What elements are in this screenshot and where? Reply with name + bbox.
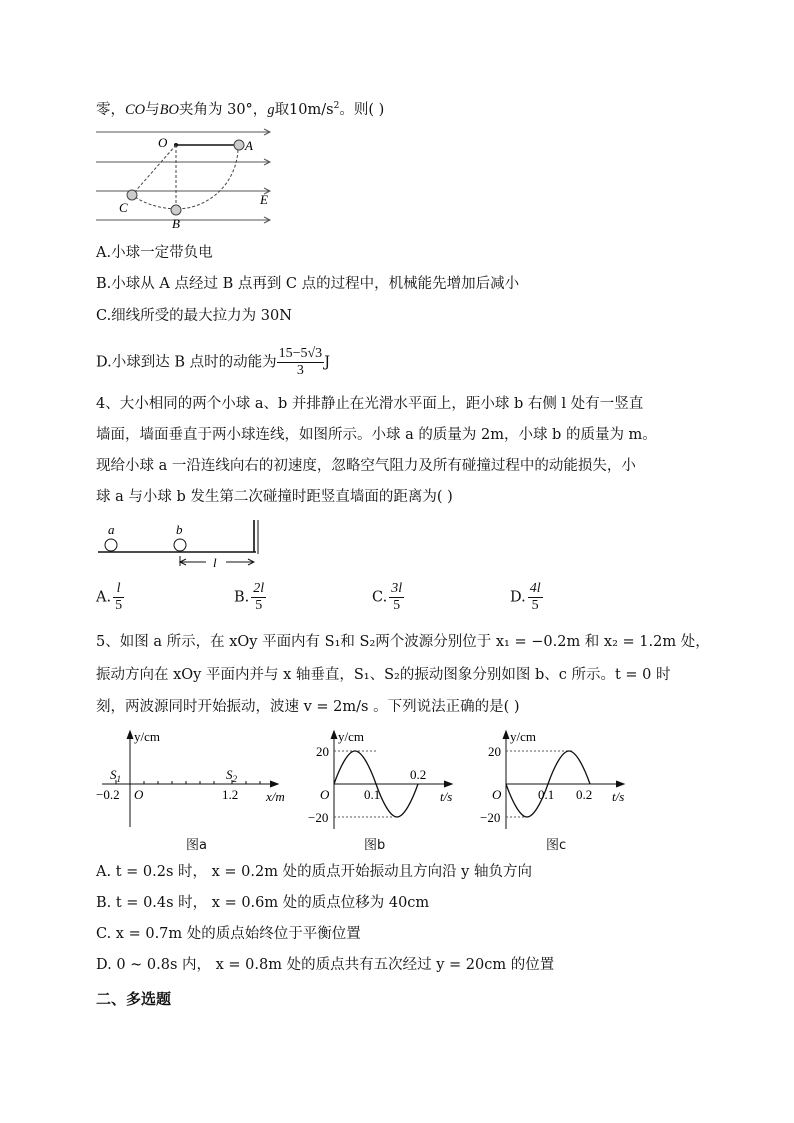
- label-ball-a: a: [108, 522, 115, 537]
- q4-option-a: [96, 581, 124, 614]
- q3-intro-line: [96, 96, 384, 120]
- fig-c-origin: O: [492, 787, 502, 802]
- q3-figure: [92, 128, 282, 232]
- q5-caption-c: 图c: [546, 838, 567, 853]
- fig-b-xlabel: t/s: [440, 789, 453, 804]
- fig-b-origin: O: [320, 787, 330, 802]
- q4-option-c-den: 5: [393, 598, 401, 613]
- fig-a-s1: $S_1$: [110, 767, 121, 784]
- fig-c-ytop: 20: [488, 744, 501, 759]
- q4-option-d-den: 5: [531, 598, 539, 613]
- q4-figure: [94, 518, 264, 574]
- q3-intro-text-5: 。则( ): [339, 101, 385, 118]
- q3-option-d-frac: [277, 346, 325, 379]
- q3-option-c: C.细线所受的最大拉力为 30N: [96, 308, 292, 324]
- q4-option-d: [510, 581, 543, 614]
- q3-intro-text-3: 夹角为 30°，: [179, 101, 268, 118]
- ball-a: [105, 539, 117, 551]
- fig-a-origin: O: [134, 787, 144, 802]
- fig-c-xlabel: t/s: [612, 789, 625, 804]
- q4-option-b: [234, 581, 266, 614]
- q4-option-a-den: 5: [115, 598, 123, 613]
- fig-a-ticks: [116, 780, 260, 784]
- q3-intro-co: CO: [125, 101, 146, 118]
- label-c: C: [119, 200, 128, 215]
- q3-intro-bo: BO: [159, 101, 179, 118]
- q3-intro-sup: 2: [333, 101, 340, 111]
- section-title: 二、多选题: [96, 990, 172, 1008]
- fig-a-ylabel: y/cm: [134, 729, 160, 744]
- q3-option-d: [96, 346, 330, 379]
- arc-bc: [132, 195, 176, 209]
- q4-line-3: 现给小球 a 一沿连线向右的初速度，忽略空气阻力及所有碰撞过程中的动能损失，小: [96, 458, 636, 474]
- fig-a-x-arrow: [270, 781, 278, 787]
- q3-intro-text-1: 零，: [96, 101, 125, 118]
- q3-option-b: B.小球从 A 点经过 B 点再到 C 点的过程中，机械能先增加后减小: [96, 276, 520, 292]
- q5-caption-b: 图b: [364, 838, 386, 853]
- label-e: E: [260, 192, 268, 207]
- q4-option-a-num: l: [113, 581, 124, 598]
- q4-option-b-prefix: B.: [234, 589, 250, 606]
- q4-option-c-prefix: C.: [372, 589, 388, 606]
- fig-a-xlabel: x/m: [266, 789, 285, 804]
- q4-line-2: 墙面，墙面垂直于两小球连线，如图所示。小球 a 的质量为 2m，小球 b 的质量为 m。: [96, 427, 657, 443]
- q4-line-1: 4、大小相同的两个小球 a、b 并排静止在光滑水平面上，距小球 b 右侧 l 处有一竖直: [96, 396, 644, 412]
- fig-c-ybot: −20: [480, 810, 501, 825]
- arc-ab: [176, 145, 238, 209]
- q4-option-c-num: 3l: [391, 581, 403, 596]
- q3-option-d-num: 15−5√3: [278, 346, 323, 361]
- q3-option-d-unit: J: [324, 354, 331, 371]
- label-o: O: [158, 135, 168, 150]
- fig-a-tick-pos: 1.2: [222, 787, 239, 802]
- fig-b-ylabel: y/cm: [338, 729, 364, 744]
- fig-c-t2: 0.2: [576, 787, 593, 802]
- fig-c-x-arrow: [616, 781, 624, 787]
- fig-b-t2: 0.2: [410, 767, 427, 782]
- fig-c-y-arrow: [503, 731, 509, 739]
- ball-a: [234, 140, 244, 150]
- fig-b-ybot: −20: [308, 810, 329, 825]
- q5-figure-a: [94, 727, 294, 833]
- fig-a-y-arrow: [127, 731, 133, 739]
- ball-c: [127, 190, 137, 200]
- q3-intro-g: g: [267, 101, 275, 118]
- fig-c-t1: 0.1: [538, 787, 555, 802]
- fig-a-s2: $S_2$: [226, 767, 237, 784]
- q3-option-a: A.小球一定带负电: [96, 245, 213, 261]
- fig-c-ylabel: y/cm: [510, 729, 536, 744]
- label-l: l: [213, 555, 217, 570]
- fig-b-x-arrow: [444, 781, 452, 787]
- label-a: A: [245, 138, 253, 153]
- q5-option-c: C. x = 0.7m 处的质点始终位于平衡位置: [96, 926, 361, 942]
- q4-option-c: [372, 581, 404, 614]
- q5-line-3: 刻，两波源同时开始振动，波速 v = 2m/s 。下列说法正确的是( ): [96, 699, 520, 715]
- thread-oc: [132, 145, 176, 195]
- fig-a-tick-neg: −0.2: [96, 787, 120, 802]
- q4-option-b-num: 2l: [253, 581, 265, 596]
- q4-option-d-num: 4l: [529, 581, 541, 596]
- q3-option-d-prefix: D.小球到达 B 点时的动能为: [96, 354, 277, 371]
- q4-option-d-prefix: D.: [510, 589, 526, 606]
- q5-line-2: 振动方向在 xOy 平面内并与 x 轴垂直，S₁、S₂的振动图象分别如图 b、c 所示。t = 0 时: [96, 667, 671, 683]
- label-b: B: [172, 216, 180, 231]
- q5-caption-a: 图a: [186, 838, 207, 853]
- q3-intro-text-2: 与: [145, 101, 160, 118]
- ball-b: [174, 539, 186, 551]
- q5-option-a: A. t = 0.2s 时， x = 0.2m 处的质点开始振动且方向沿 y 轴负方向: [96, 864, 532, 880]
- q3-option-d-den: 3: [296, 363, 304, 378]
- q5-option-d: D. 0 ~ 0.8s 内， x = 0.8m 处的质点共有五次经过 y = 20cm 的位置: [96, 957, 555, 973]
- fig-b-y-arrow: [331, 731, 337, 739]
- q4-option-b-den: 5: [255, 598, 263, 613]
- q5-line-1: 5、如图 a 所示，在 xOy 平面内有 S₁和 S₂两个波源分别位于 x₁ = −0.2m 和 x₂ = 1.2m 处，: [96, 634, 710, 650]
- q3-intro-text-4: 取10m/s: [274, 101, 334, 118]
- label-ball-b: b: [176, 522, 183, 537]
- fig-b-t1: 0.1: [364, 787, 381, 802]
- ball-b: [171, 205, 181, 215]
- q5-option-b: B. t = 0.4s 时， x = 0.6m 处的质点位移为 40cm: [96, 895, 430, 911]
- fig-b-ytop: 20: [316, 744, 329, 759]
- q5-figure-c: [476, 727, 636, 833]
- q5-figure-b: [304, 727, 464, 833]
- q4-option-a-prefix: A.: [96, 589, 112, 606]
- q4-line-4: 球 a 与小球 b 发生第二次碰撞时距竖直墙面的距离为( ): [96, 489, 453, 505]
